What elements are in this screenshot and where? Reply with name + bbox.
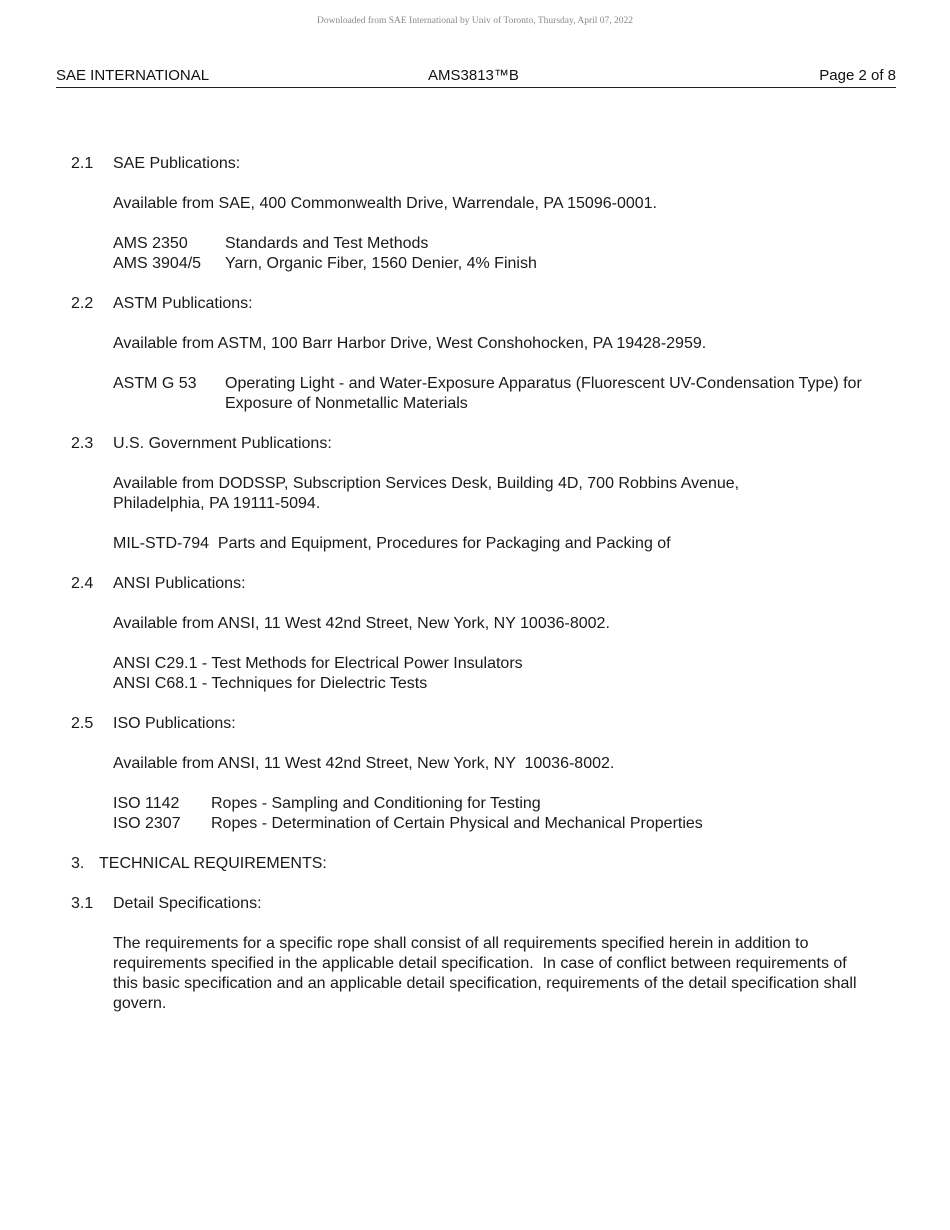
reference-code: ISO 1142 xyxy=(113,795,180,812)
section-number: 2.4 xyxy=(71,575,94,592)
section-2-1-availability: Available from SAE, 400 Commonwealth Drive, Warrendale, PA 15096-0001. xyxy=(113,195,657,212)
reference-description: Standards and Test Methods xyxy=(225,235,429,252)
header-org: SAE INTERNATIONAL xyxy=(56,67,210,84)
section-title: U.S. Government Publications: xyxy=(113,435,332,452)
reference-code: ISO 2307 xyxy=(113,815,181,832)
section-title: ASTM Publications: xyxy=(113,295,253,312)
reference-code: AMS 3904/5 xyxy=(113,255,202,272)
section-2-5-availability: Available from ANSI, 11 West 42nd Street, New York, NY 10036-8002. xyxy=(113,755,615,772)
section-3-1-body: The requirements for a specific rope shall consist of all requirements specified herein in addition to requirements specified in the applicable detail specification. In case of conflict between requirements of this basic specification and an applicable detail specification, requirements of the detail specification shall govern. xyxy=(113,935,861,1012)
section-2-3-heading xyxy=(71,434,871,454)
section-2-2-heading xyxy=(71,294,871,314)
section-number: 3. xyxy=(71,855,85,872)
section-title: SAE Publications: xyxy=(113,155,241,172)
reference-description: Ropes - Sampling and Conditioning for Testing xyxy=(211,795,541,812)
section-number: 2.3 xyxy=(71,435,94,452)
reference-item xyxy=(71,814,871,834)
reference-code: AMS 2350 xyxy=(113,235,188,252)
section-2-3-availability: Available from DODSSP, Subscription Services Desk, Building 4D, 700 Robbins Avenue, Philadelphia, PA 19111-5094. xyxy=(113,475,740,512)
reference-line: MIL-STD-794 Parts and Equipment, Procedures for Packaging and Packing of xyxy=(113,535,671,552)
section-2-2-availability: Available from ASTM, 100 Barr Harbor Drive, West Conshohocken, PA 19428-2959. xyxy=(113,335,707,352)
section-2-1-heading xyxy=(71,154,871,174)
download-watermark: Downloaded from SAE International by Univ of Toronto, Thursday, April 07, 2022 xyxy=(316,16,634,26)
header-doc-id: AMS3813™B xyxy=(428,67,519,84)
reference-item xyxy=(71,794,871,814)
section-2-5-heading xyxy=(71,714,871,734)
section-2-4-heading xyxy=(71,574,871,594)
section-title: ISO Publications: xyxy=(113,715,236,732)
reference-description: Ropes - Determination of Certain Physical and Mechanical Properties xyxy=(211,815,703,832)
section-number: 3.1 xyxy=(71,895,94,912)
section-title: TECHNICAL REQUIREMENTS: xyxy=(99,855,327,872)
section-number: 2.5 xyxy=(71,715,94,732)
section-number: 2.2 xyxy=(71,295,94,312)
section-title: Detail Specifications: xyxy=(113,895,262,912)
section-3-heading xyxy=(71,854,871,874)
page-header xyxy=(56,67,896,88)
section-number: 2.1 xyxy=(71,155,94,172)
section-title: ANSI Publications: xyxy=(113,575,246,592)
section-3-1-heading xyxy=(71,894,871,914)
reference-item xyxy=(71,254,871,274)
section-2-4-availability: Available from ANSI, 11 West 42nd Street, New York, NY 10036-8002. xyxy=(113,615,610,632)
document-body xyxy=(71,154,871,1014)
reference-item xyxy=(71,234,871,254)
reference-description: Operating Light - and Water-Exposure Apparatus (Fluorescent UV-Condensation Type) for Exposure of Nonmetallic Materials xyxy=(225,375,862,412)
reference-code: ASTM G 53 xyxy=(113,375,197,392)
header-page-number: Page 2 of 8 xyxy=(819,67,896,84)
reference-line: ANSI C29.1 - Test Methods for Electrical Power Insulators xyxy=(113,655,523,672)
reference-line: ANSI C68.1 - Techniques for Dielectric Tests xyxy=(113,675,428,692)
reference-item xyxy=(71,374,871,414)
reference-description: Yarn, Organic Fiber, 1560 Denier, 4% Finish xyxy=(225,255,537,272)
